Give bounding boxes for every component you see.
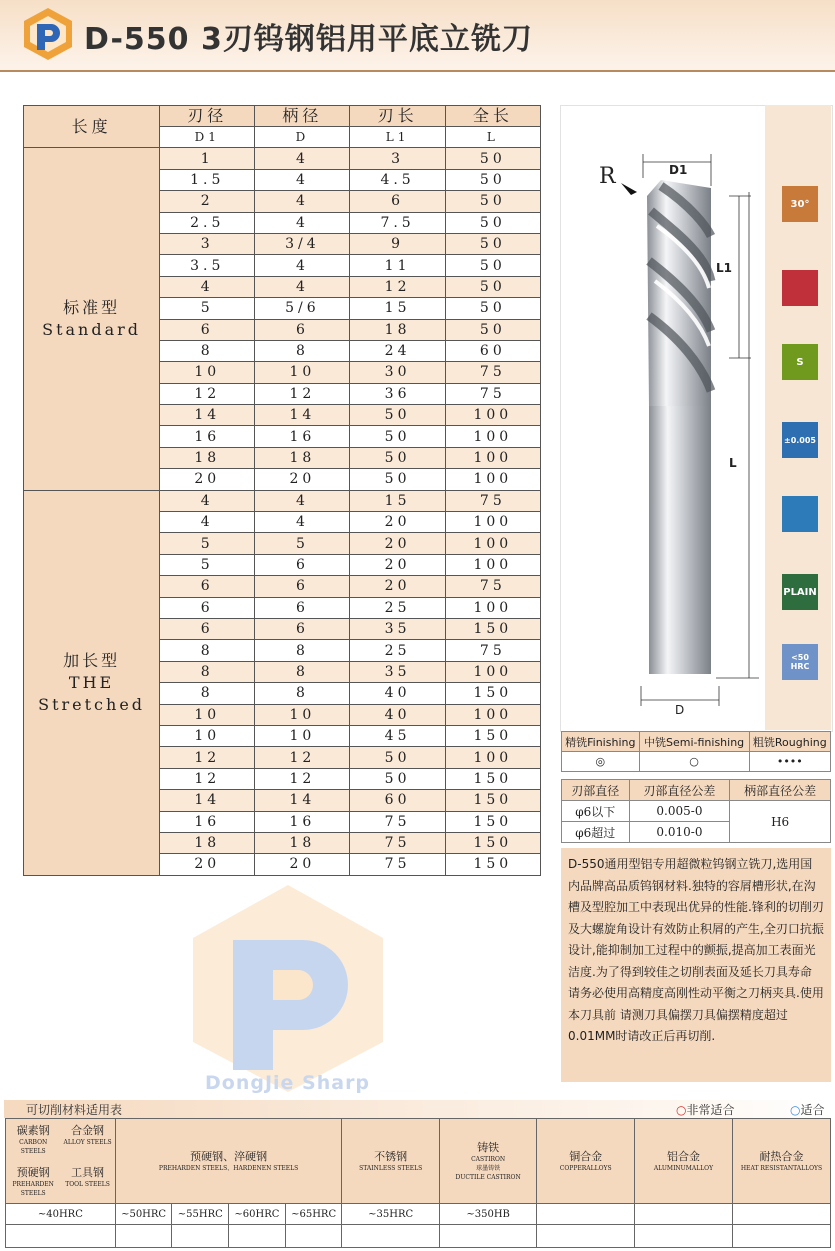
spec-cell: 4: [255, 512, 350, 533]
alloy-steel-cn: 合金钢: [71, 1124, 105, 1137]
tol-shank-value: H6: [730, 801, 831, 843]
tool-steel-en: TOOL STEELS: [65, 1181, 110, 1188]
spec-cell: 100: [445, 554, 540, 575]
spec-cell: 12: [160, 768, 255, 789]
spec-cell: 4: [255, 490, 350, 511]
spec-cell: 8: [255, 661, 350, 682]
spec-cell: 50: [350, 747, 445, 768]
spec-cell: 24: [350, 340, 445, 361]
suitability-cell: [285, 1225, 342, 1248]
spec-cell: 4: [255, 212, 350, 233]
column-symbol: L: [445, 127, 540, 148]
tol-header-shank: 柄部直径公差: [730, 780, 831, 801]
spec-cell: 1.5: [160, 169, 255, 190]
product-description: D-550通用型铝专用超微粒钨钢立铣刀,选用国内品牌高品质钨钢材料.独特的容屑槽形状,在沟槽及型腔加工中表现出优异的性能.锋利的切削刃及大螺旋角设计有效防止积屑的产生,全刃口抗振设计,能抑制加工过程中的颤振,提高加工表面光洁度.为了得到较佳之切削表面及延长刀具寿命 请务必使用高精度高刚性动平衡之刀柄夹具.使用本刀具前 请测刀具偏摆刀具偏摆精度超过0.01MM时请改正后再切削.: [561, 848, 831, 1082]
copper-cn: 铜合金: [569, 1149, 603, 1163]
spec-cell: 50: [445, 255, 540, 276]
spec-cell: 50: [445, 298, 540, 319]
d-label: D: [675, 703, 685, 717]
flute-length-header: 刃长: [350, 106, 445, 127]
group-label-en: Standard: [42, 320, 142, 340]
material-col-stainless: [342, 1119, 439, 1204]
spec-cell: 14: [255, 405, 350, 426]
spec-cell: 50: [445, 212, 540, 233]
spec-cell: 1: [160, 148, 255, 169]
spec-cell: 4: [160, 512, 255, 533]
spec-cell: 7.5: [350, 212, 445, 233]
spec-cell: 3/4: [255, 233, 350, 254]
spec-cell: 3.5: [160, 255, 255, 276]
spec-cell: 20: [160, 854, 255, 875]
heat-resistant-cn: 耐热合金: [759, 1149, 804, 1163]
spec-cell: 10: [255, 725, 350, 746]
spec-cell: 50: [350, 768, 445, 789]
spec-cell: 5/6: [255, 298, 350, 319]
mode-finishing: 精铣Finishing: [562, 732, 640, 752]
spec-cell: 10: [255, 362, 350, 383]
hardness-cell: ~60HRC: [229, 1204, 286, 1225]
spec-cell: 75: [445, 490, 540, 511]
spec-cell: 6: [255, 554, 350, 575]
aluminum-en: ALUMINUMALLOY: [653, 1164, 714, 1172]
spec-cell: 6: [160, 618, 255, 639]
spec-cell: 16: [255, 811, 350, 832]
semi-finishing-symbol: ○: [639, 752, 749, 772]
spec-cell: 12: [350, 276, 445, 297]
suitability-cell: [229, 1225, 286, 1248]
alloy-steel-en: ALLOY STEELS: [63, 1139, 112, 1146]
spec-cell: 6: [160, 597, 255, 618]
header-bar: [0, 0, 835, 72]
l1-label: L1: [716, 261, 732, 275]
spec-row: [24, 148, 541, 169]
suitability-cell: [342, 1225, 439, 1248]
spec-cell: 150: [445, 811, 540, 832]
page-title: D-550 3刃钨钢铝用平底立铣刀: [84, 22, 533, 57]
spec-cell: 50: [350, 447, 445, 468]
radius-tolerance-icon: [782, 422, 818, 458]
finishing-symbol: ◎: [562, 752, 640, 772]
carbon-steel-cn: 碳素钢: [16, 1124, 50, 1137]
spec-cell: 18: [255, 447, 350, 468]
castiron-cn: 铸铁: [477, 1140, 500, 1154]
spec-cell: 150: [445, 618, 540, 639]
spec-cell: 6: [255, 597, 350, 618]
spec-cell: 20: [350, 512, 445, 533]
column-symbol: D: [255, 127, 350, 148]
helix-30-icon: [782, 186, 818, 222]
material-col-hardened: [115, 1119, 342, 1204]
spec-cell: 50: [350, 405, 445, 426]
spec-cell: 16: [160, 426, 255, 447]
icon-caption: PLAIN: [783, 586, 817, 598]
blade-diameter-header: 刃径: [160, 106, 255, 127]
hardness-cell: ~65HRC: [285, 1204, 342, 1225]
spec-cell: 6: [255, 319, 350, 340]
spec-cell: 50: [445, 191, 540, 212]
suitability-cell: [635, 1225, 733, 1248]
watermark-logo-icon: [188, 880, 388, 1095]
spec-row: [24, 490, 541, 511]
tolerance-table: [561, 779, 831, 843]
spec-cell: 4: [255, 148, 350, 169]
spec-cell: 11: [350, 255, 445, 276]
materials-table: [5, 1118, 831, 1248]
suitability-cell: [732, 1225, 830, 1248]
legend-suitable: ○适合: [790, 1103, 825, 1117]
spec-cell: 10: [255, 704, 350, 725]
spec-cell: 10: [160, 362, 255, 383]
l-label: L: [729, 456, 737, 470]
spec-cell: 4.5: [350, 169, 445, 190]
spec-cell: 25: [350, 597, 445, 618]
ductile-en: DUCTILE CASTIRON: [455, 1173, 521, 1181]
icon-caption: 30°: [790, 198, 810, 210]
spec-cell: 12: [160, 383, 255, 404]
spec-cell: 4: [255, 276, 350, 297]
spec-cell: 12: [160, 747, 255, 768]
spec-cell: 150: [445, 725, 540, 746]
spec-cell: 50: [445, 233, 540, 254]
spec-cell: 14: [160, 790, 255, 811]
spec-cell: 30: [350, 362, 445, 383]
spec-cell: 50: [445, 169, 540, 190]
spec-cell: 12: [255, 747, 350, 768]
watermark-text: DongJie Sharp: [205, 1072, 371, 1094]
flute-profile-icon: [782, 496, 818, 532]
spec-cell: 12: [255, 768, 350, 789]
group-label-en: Stretched: [38, 694, 146, 714]
spec-cell: 75: [350, 854, 445, 875]
spec-cell: 100: [445, 512, 540, 533]
overall-length-header: 全长: [445, 106, 540, 127]
spec-cell: 150: [445, 790, 540, 811]
copper-en: COPPERALLOYS: [559, 1164, 612, 1172]
tool-steel-cn: 工具钢: [71, 1166, 105, 1179]
tol-row-diameter: φ6以下: [562, 801, 630, 822]
spec-cell: 100: [445, 704, 540, 725]
spec-cell: 5: [255, 533, 350, 554]
end-mill-drawing: [561, 106, 766, 731]
spec-cell: 3: [350, 148, 445, 169]
hardness-icon: [782, 644, 818, 680]
carbon-steel-en: CARBON STEELS: [19, 1139, 48, 1155]
spec-cell: 60: [350, 790, 445, 811]
hardened-en: PREHARDEN STEELS、HARDENEN STEELS: [158, 1164, 299, 1172]
spec-cell: 50: [445, 148, 540, 169]
spec-cell: 8: [160, 683, 255, 704]
spec-cell: 18: [255, 832, 350, 853]
tol-row-value: 0.010-0: [629, 822, 730, 843]
d1-label: D1: [669, 163, 688, 177]
material-col-castiron: [439, 1119, 536, 1204]
spec-cell: 75: [445, 576, 540, 597]
hardness-cell: ~55HRC: [172, 1204, 229, 1225]
spec-cell: 20: [160, 469, 255, 490]
spec-cell: 100: [445, 533, 540, 554]
suitability-cell: [537, 1225, 635, 1248]
spec-cell: 100: [445, 426, 540, 447]
spec-cell: 5: [160, 533, 255, 554]
radius-label: R: [599, 164, 616, 189]
group-stretched: [24, 490, 160, 875]
machining-mode-table: [561, 731, 831, 772]
stainless-en: STAINLESS STEELS: [359, 1164, 423, 1172]
spec-cell: 15: [350, 490, 445, 511]
spec-cell: 12: [255, 383, 350, 404]
spec-cell: 8: [255, 640, 350, 661]
spec-cell: 16: [160, 811, 255, 832]
tol-row-diameter: φ6超过: [562, 822, 630, 843]
spec-cell: 4: [255, 255, 350, 276]
ductile-cn: 球墨铸铁: [476, 1164, 501, 1172]
materials-title: 可切削材料适用表: [26, 1103, 123, 1117]
icon-caption: ±0.005: [783, 435, 816, 445]
spec-cell: 4: [255, 169, 350, 190]
spec-cell: 18: [160, 832, 255, 853]
spec-cell: 20: [350, 554, 445, 575]
spec-cell: 10: [160, 725, 255, 746]
plain-shank-icon: [782, 574, 818, 610]
spec-cell: 5: [160, 298, 255, 319]
mode-semi-finishing: 中铣Semi-finishing: [639, 732, 749, 752]
spec-cell: 18: [160, 447, 255, 468]
spec-cell: 8: [160, 640, 255, 661]
suitability-cell: [115, 1225, 172, 1248]
roughing-symbol: ••••: [749, 752, 830, 772]
spec-cell: 25: [350, 640, 445, 661]
spec-table: [23, 105, 541, 876]
group-label-en: THE: [68, 672, 115, 692]
spec-cell: 4: [160, 490, 255, 511]
spec-cell: 75: [445, 383, 540, 404]
spec-cell: 8: [160, 340, 255, 361]
spec-cell: 100: [445, 661, 540, 682]
spec-cell: 150: [445, 768, 540, 789]
spec-cell: 100: [445, 747, 540, 768]
spec-cell: 20: [255, 469, 350, 490]
spec-cell: 4: [160, 276, 255, 297]
spec-cell: 6: [160, 319, 255, 340]
spec-cell: 75: [445, 640, 540, 661]
spec-cell: 15: [350, 298, 445, 319]
spec-cell: 75: [350, 832, 445, 853]
stainless-cn: 不锈钢: [374, 1149, 408, 1163]
spec-cell: 20: [350, 533, 445, 554]
spec-cell: 2: [160, 191, 255, 212]
spec-cell: 10: [160, 704, 255, 725]
tol-header-blade: 刃部直径公差: [629, 780, 730, 801]
spec-cell: 100: [445, 405, 540, 426]
hardness-cell: ~40HRC: [6, 1204, 116, 1225]
material-col-steels: [6, 1119, 116, 1204]
hardness-cell: [732, 1204, 830, 1225]
spec-cell: 50: [350, 426, 445, 447]
column-symbol: L1: [350, 127, 445, 148]
spec-cell: 6: [350, 191, 445, 212]
hardness-cell: [537, 1204, 635, 1225]
spec-cell: 8: [255, 683, 350, 704]
mode-roughing: 粗铣Roughing: [749, 732, 830, 752]
preharden-steel-cn: 预硬钢: [16, 1166, 50, 1179]
hardness-cell: ~350HB: [439, 1204, 536, 1225]
group-label-cn: 加长型: [63, 650, 121, 670]
spec-cell: 16: [255, 426, 350, 447]
spec-cell: 100: [445, 469, 540, 490]
hardness-cell: [635, 1204, 733, 1225]
spec-cell: 6: [160, 576, 255, 597]
spec-cell: 9: [350, 233, 445, 254]
spec-cell: 18: [350, 319, 445, 340]
spec-cell: 100: [445, 447, 540, 468]
spec-cell: 14: [160, 405, 255, 426]
spec-cell: 20: [255, 854, 350, 875]
group-label-cn: 标准型: [63, 298, 121, 318]
spec-cell: 100: [445, 597, 540, 618]
spec-cell: 8: [255, 340, 350, 361]
spec-cell: 50: [445, 276, 540, 297]
spec-cell: 50: [350, 469, 445, 490]
spec-cell: 35: [350, 661, 445, 682]
dongjie-logo-icon: [22, 6, 74, 62]
group-standard: [24, 148, 160, 490]
material-col-heat-resistant: [732, 1119, 830, 1204]
material-col-copper: [537, 1119, 635, 1204]
spec-cell: 6: [255, 618, 350, 639]
spec-cell: 75: [445, 362, 540, 383]
spec-cell: 50: [445, 319, 540, 340]
material-col-aluminum: [635, 1119, 733, 1204]
column-symbol: D1: [160, 127, 255, 148]
spec-cell: 20: [350, 576, 445, 597]
spec-cell: 35: [350, 618, 445, 639]
suitability-cell: [6, 1225, 116, 1248]
castiron-en: CASTIRON: [471, 1155, 506, 1163]
spec-cell: 75: [350, 811, 445, 832]
spec-cell: 40: [350, 704, 445, 725]
aluminum-cn: 铝合金: [666, 1149, 700, 1163]
suitability-cell: [439, 1225, 536, 1248]
spec-cell: 36: [350, 383, 445, 404]
three-flute-icon: [782, 270, 818, 306]
suitability-cell: [172, 1225, 229, 1248]
spec-cell: 150: [445, 832, 540, 853]
hardened-cn: 预硬钢、淬硬钢: [190, 1149, 268, 1163]
square-end-icon: [782, 344, 818, 380]
spec-cell: 4: [255, 191, 350, 212]
preharden-steel-en: PREHARDEN STEELS: [12, 1181, 54, 1197]
spec-cell: 3: [160, 233, 255, 254]
heat-resistant-en: HEAT RESISTANTALLOYS: [740, 1164, 823, 1172]
spec-cell: 45: [350, 725, 445, 746]
spec-cell: 5: [160, 554, 255, 575]
spec-cell: 2.5: [160, 212, 255, 233]
icon-caption: <50 HRC: [790, 653, 810, 671]
hardness-cell: ~50HRC: [115, 1204, 172, 1225]
spec-cell: 6: [255, 576, 350, 597]
legend-very-suitable: ○非常适合: [676, 1103, 735, 1117]
spec-cell: 150: [445, 683, 540, 704]
hardness-cell: ~35HRC: [342, 1204, 439, 1225]
spec-cell: 8: [160, 661, 255, 682]
icon-caption: S: [796, 356, 804, 368]
spec-cell: 40: [350, 683, 445, 704]
length-header: 长度: [24, 106, 160, 148]
tol-row-value: 0.005-0: [629, 801, 730, 822]
spec-cell: 150: [445, 854, 540, 875]
shank-diameter-header: 柄径: [255, 106, 350, 127]
spec-cell: 60: [445, 340, 540, 361]
tol-header-diameter: 刃部直径: [562, 780, 630, 801]
spec-cell: 14: [255, 790, 350, 811]
